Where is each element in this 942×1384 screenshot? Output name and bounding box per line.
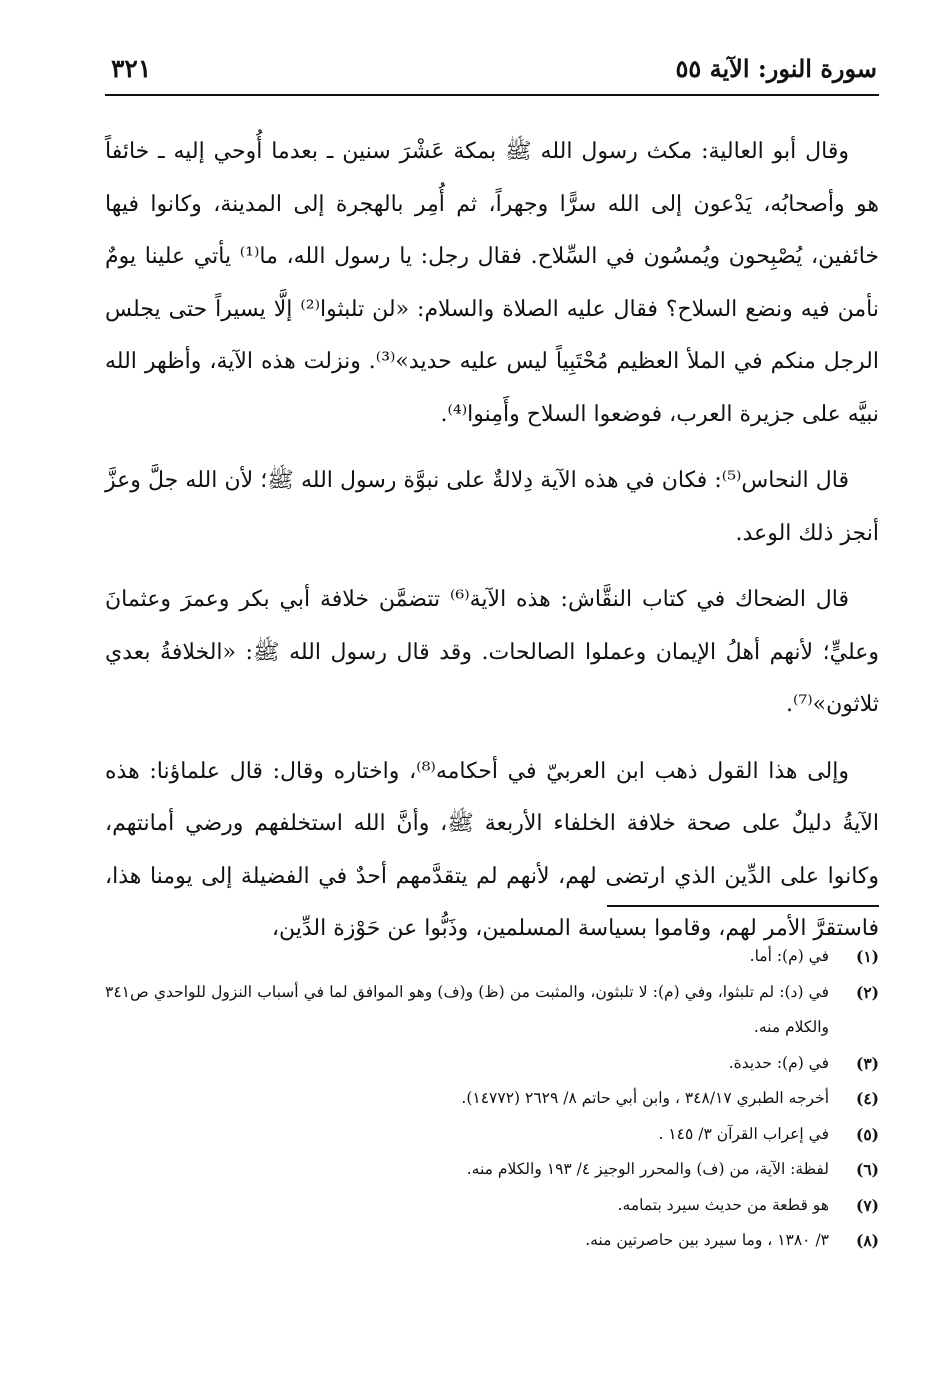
footnote-4 <box>105 1081 879 1117</box>
footnote-1 <box>105 939 879 975</box>
footnote-separator <box>607 905 879 907</box>
footnote-number: (٤) <box>855 1089 879 1108</box>
book-page <box>105 46 879 1356</box>
footnote-number: (٦) <box>855 1160 879 1179</box>
paragraph-abu-al-aliya: وقال أبو العالية: مكث رسول الله ﷺ بمكة عَشْرَ سنين ـ بعدما أُوحي إليه ـ خائفاً هو وأصحابُه، يَدْعون إلى الله سرًّا وجهراً، ثم أُمِر بالهجرة إلى المدينة، وكانوا فيها خائفين، يُصْبِحون ويُمسُون في السِّلاح. فقال رجل: يا رسول الله، ما⁽¹⁾ يأتي علينا يومٌ نأمن فيه ونضع السلاح؟ فقال عليه الصلاة والسلام: «لن تلبثوا⁽²⁾ إلَّا يسيراً حتى يجلس الرجل منكم في الملأ العظيم مُحْتَبِياً ليس عليه حديد»⁽³⁾. ونزلت هذه الآية، وأظهر الله نبيَّه على جزيرة العرب، فوضعوا السلاح وأَمِنوا⁽⁴⁾. <box>105 139 880 427</box>
footnote-2 <box>105 975 879 1046</box>
footnote-number: (٥) <box>855 1124 879 1144</box>
footnote-8 <box>105 1223 879 1259</box>
footnote-number: (٢) <box>855 982 879 1002</box>
paragraph-dahhak: قال الضحاك في كتاب النقَّاش: هذه الآية⁽⁶⁾ تتضمَّن خلافة أبي بكر وعمرَ وعثمانَ وعليٍّ؛ لأنهم أهلُ الإيمان وعملوا الصالحات. وقد قال رسول الله ﷺ: «الخلافةُ بعدي ثلاثون»⁽⁷⁾. <box>105 587 879 717</box>
footnotes <box>105 939 879 1259</box>
footnote-text: لفظة: الآية، من (ف) والمحرر الوجيز ٤/ ١٩٣ والكلام منه. <box>466 1160 829 1178</box>
footnote-text: في (د): لم تلبثوا، وفي (م): لا تلبثون، والمثبت من (ظ) و(ف) وهو الموافق لما في أسباب النزول للواحدي ص٣٤١ والكلام منه. <box>105 982 829 1036</box>
footnote-text: هو قطعة من حديث سيرد بتمامه. <box>617 1195 829 1214</box>
footnote-text: أخرجه الطبري ٣٤٨/١٧ ، وابن أبي حاتم ٨/ ٢٦٢٩ (١٤٧٧٢). <box>461 1089 829 1107</box>
footnote-text: في إعراب القرآن ٣/ ١٤٥ . <box>658 1124 829 1143</box>
footnote-7 <box>105 1188 879 1224</box>
footnote-3 <box>105 1046 879 1082</box>
footnote-5 <box>105 1117 879 1153</box>
footnote-number: (٣) <box>855 1053 879 1073</box>
surah-heading: سورة النور: الآية ٥٥ <box>675 54 877 83</box>
footnote-6 <box>105 1152 879 1188</box>
page-header <box>105 46 879 96</box>
footnote-number: (٨) <box>855 1231 879 1250</box>
main-text <box>105 126 879 970</box>
footnote-number: (١) <box>855 947 879 966</box>
footnote-text: في (م): حديدة. <box>728 1053 829 1072</box>
footnote-number: (٧) <box>855 1195 879 1215</box>
paragraph-nahhas: قال النحاس⁽⁵⁾: فكان في هذه الآية دِلالةٌ على نبوَّة رسول الله ﷺ؛ لأن الله جلَّ وعزَّ أنجز ذلك الوعد. <box>105 468 879 546</box>
page-number: ٣٢١ <box>111 54 152 83</box>
footnote-text: ٣/ ١٣٨٠ ، وما سيرد بين حاصرتين منه. <box>585 1231 829 1249</box>
footnote-text: في (م): أما. <box>749 947 829 965</box>
paragraph-ibn-arabi: وإلى هذا القول ذهب ابن العربيّ في أحكامه⁽⁸⁾، واختاره وقال: قال علماؤنا: هذه الآيةُ دليلٌ على صحة خلافة الخلفاء الأربعة ﷺ، وأنَّ الله استخلفهم ورضي أمانتهم، وكانوا على الدِّين الذي ارتضى لهم، لأنهم لم يتقدَّمهم أحدٌ في الفضيلة إلى يومنا هذا، فاستقرَّ الأمر لهم، وقاموا بسياسة المسلمين، وذَبُّوا عن حَوْزة الدِّين، <box>105 758 879 941</box>
